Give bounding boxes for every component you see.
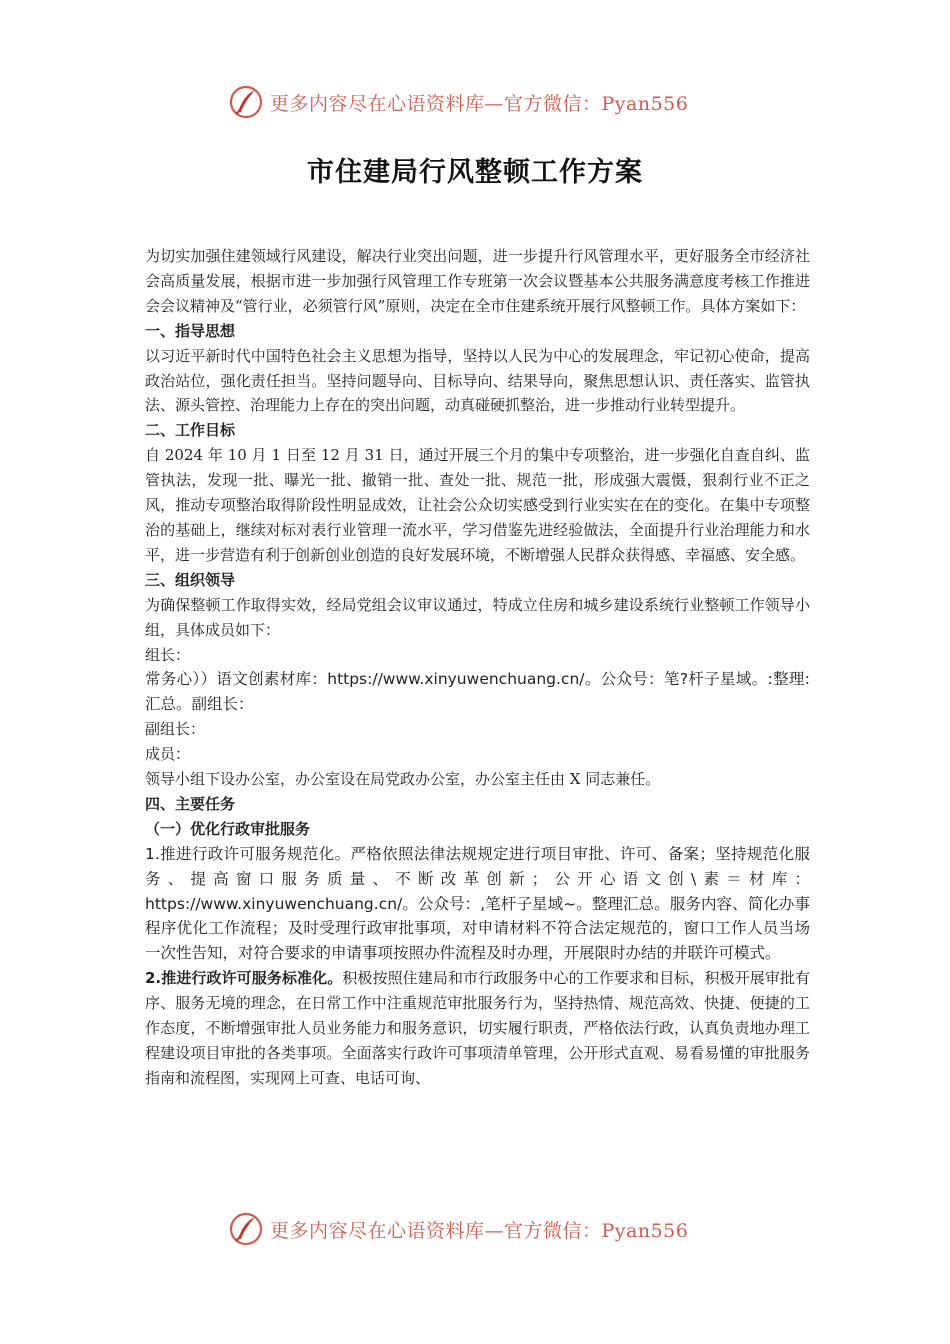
document-title: 市住建局行风整顿工作方案 (307, 157, 643, 188)
members-label: 成员： (145, 745, 191, 764)
quill-logo-icon (228, 84, 264, 120)
task-item-2-lead: 2.推进行政许可服务标准化。 (145, 969, 343, 988)
task-item-2-body: 积极按照住建局和市行政服务中心的工作要求和目标，积极开展审批有序、服务无境的理念，在日常工作中注重规范审批服务行为，坚持热情、规范高效、快捷、便捷的工作态度，不断增强审批人员业务能力和服务意识，切实履行职责，严格依法行政，认真负责地办理工程建设项目审批的各类事项。全面落实行政许可事项清单管理，公开形式直观、易看易懂的审批服务指南和流程图，实现网上可查、电话可询、 (145, 969, 810, 1087)
section-body-guiding-ideology: 以习近平新时代中国特色社会主义思想为指导，坚持以人民为中心的发展理念，牢记初心使命，提高政治站位，强化责任担当。坚持问题导向、目标导向、结果导向，聚焦思想认识、责任落实、监管执法、源头管控、治理能力上存在的突出问题，动真碰硬抓整治，进一步推动行业转型提升。 (145, 346, 810, 415)
banner-text: 更多内容尽在心语资料库—官方微信：Pyan556 (270, 1219, 689, 1242)
section-body-leadership: 为确保整顿工作取得实效，经局党组会议审议通过，特成立住房和城乡建设系统行业整顿工作领导小组，具体成员如下： (145, 595, 810, 639)
office-paragraph: 领导小组下设办公室，办公室设在局党政办公室，办公室主任由 X 同志兼任。 (145, 770, 661, 789)
intro-paragraph: 为切实加强住建领域行风建设，解决行业突出问题，进一步提升行风管理水平，更好服务全市经济社会高质量发展，根据市进一步加强行风管理工作专班第一次会议暨基本公共服务满意度考核工作推进会会议精神及“管行业，必须管行风”原则，决定在全市住建系统开展行风整顿工作。具体方案如下： (145, 247, 810, 315)
document-body (145, 244, 810, 1091)
quill-logo-icon (228, 1211, 264, 1247)
subsection-heading-approval: （一）优化行政审批服务 (145, 819, 311, 838)
header-banner (228, 82, 748, 122)
section-body-work-goals: 自 2024 年 10 月 1 日至 12 月 31 日，通过开展三个月的集中专项整治，进一步强化自查自纠、监管执法，发现一批、曝光一批、撤销一批、查处一批、规范一批，形成强大震慑，狠刹行业不正之风，推动专项整治取得阶段性明显成效，让社会公众切实感受到行业实实在在的变化。在集中专项整治的基础上，继续对标对表行业管理一流水平，学习借鉴先进经验做法，全面提升行业治理能力和水平，进一步营造有利于创新创业创造的良好发展环境，不断增强人民群众获得感、幸福感、安全感。 (145, 446, 810, 564)
footer-banner (228, 1209, 748, 1249)
section-heading-main-tasks: 四、主要任务 (145, 794, 236, 813)
inserted-watermark-text: 常务心））语文创素材库：https://www.xinyuwenchuang.cn/。公众号：笔?杆子星域。:整理:汇总。副组长： (145, 670, 810, 714)
task-item-2 (145, 966, 810, 1091)
deputy-leader-label: 副组长： (145, 720, 206, 739)
section-heading-guiding-ideology: 一、指导思想 (145, 321, 236, 340)
leader-label: 组长： (145, 645, 191, 664)
section-heading-leadership: 三、组织领导 (145, 570, 236, 589)
section-heading-work-goals: 二、工作目标 (145, 421, 236, 440)
banner-text: 更多内容尽在心语资料库—官方微信：Pyan556 (270, 92, 689, 115)
task-item-1: 1.推进行政许可服务规范化。严格依照法律法规规定进行项目审批、许可、备案；坚持规范化服务、提高窗口服务质量、不断改革创新；公开心语文创\素＝材库：https://www.xinyuwenchuang.cn/。公众号：,笔杆子星域~。整理汇总。服务内容、简化办事程序优化工作流程；及时受理行政审批事项，对申请材料不符合法定规范的，窗口工作人员当场一次性告知，对符合要求的申请事项按照办件流程及时办理，开展限时办结的并联许可模式。 (145, 844, 810, 963)
